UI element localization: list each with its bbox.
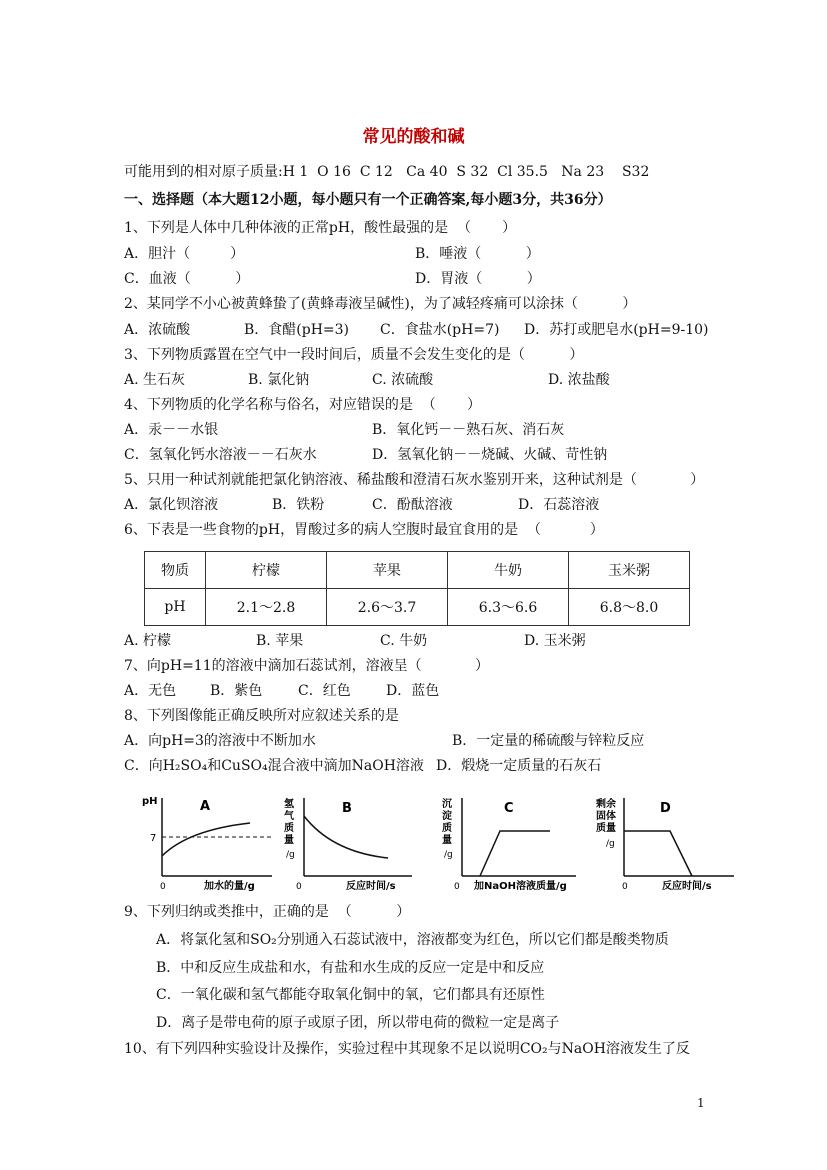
q3-option-b: B. 氯化钠: [248, 372, 310, 388]
graph-c-origin: 0: [454, 882, 460, 892]
table-cell: 2.1～2.8: [206, 589, 327, 626]
q1-option-d: D．胃液（ ）: [415, 271, 541, 287]
q5-option-d: D．石蕊溶液: [518, 497, 600, 513]
q3-stem: 3、下列物质露置在空气中一段时间后，质量不会发生变化的是（ ）: [124, 347, 584, 363]
table-cell: 玉米粥: [569, 552, 690, 589]
q6-option-c: C. 牛奶: [380, 633, 428, 649]
q6-option-b: B. 苹果: [256, 633, 304, 649]
graph-d-xlabel: 反应时间/s: [662, 881, 712, 892]
table-cell: pH: [145, 589, 206, 626]
q3-option-c: C. 浓硫酸: [372, 372, 434, 388]
q8-stem: 8、下列图像能正确反映所对应叙述关系的是: [124, 708, 399, 724]
graph-d-yunit: /g: [606, 839, 615, 849]
q2-option-b: B．食醋(pH=3): [244, 322, 350, 338]
page-number: 1: [697, 1096, 705, 1110]
graph-d-origin: 0: [622, 882, 628, 892]
q7-option-b: B．紫色: [210, 683, 263, 699]
q5-stem: 5、只用一种试剂就能把氯化钠溶液、稀盐酸和澄清石灰水鉴别开来，这种试剂是（ ）: [124, 472, 705, 488]
graph-c: [438, 790, 584, 896]
graph-d-ylabel: 固体: [596, 811, 616, 822]
graph-c-yunit: /g: [444, 850, 453, 860]
graph-d: [594, 790, 740, 896]
table-cell: 6.8～8.0: [569, 589, 690, 626]
q1-option-a: A．胆汁（ ）: [124, 246, 245, 262]
q7-option-a: A．无色: [124, 683, 177, 699]
graph-b-ylabel: 量: [284, 835, 294, 846]
table-row: [145, 589, 690, 626]
table-row: [145, 552, 690, 589]
q7-option-c: C．红色: [298, 683, 351, 699]
q8-option-c: C．向H₂SO₄和CuSO₄混合液中滴加NaOH溶液: [124, 758, 424, 774]
graph-d-ylabel: 剩余: [596, 799, 616, 810]
graph-b-ylabel: 气: [284, 811, 294, 822]
graph-a-xlabel: 加水的量/g: [204, 881, 255, 892]
q2-option-a: A．浓硫酸: [124, 322, 191, 338]
graph-d-letter: D: [660, 801, 671, 816]
graph-c-xlabel: 加NaOH溶液质量/g: [474, 881, 567, 892]
graph-c-ylabel: 淀: [442, 811, 452, 822]
q9-option-a: A．将氯化氢和SO₂分别通入石蕊试液中，溶液都变为红色，所以它们都是酸类物质: [156, 932, 669, 948]
q4-option-a: A．汞－－水银: [124, 422, 219, 438]
graph-a-letter: A: [200, 799, 211, 814]
q8-option-a: A．向pH=3的溶液中不断加水: [124, 733, 316, 749]
section-heading: 一、选择题（本大题12小题，每小题只有一个正确答案,每小题3分，共36分）: [124, 192, 612, 208]
q3-option-d: D. 浓盐酸: [548, 372, 610, 388]
q7-stem: 7、向pH=11的溶液中滴加石蕊试剂，溶液呈（ ）: [124, 658, 490, 674]
graph-d-ylabel: 质量: [596, 823, 616, 834]
q10-stem: 10、有下列四种实验设计及操作，实验过程中其现象不足以说明CO₂与NaOH溶液发生了反: [124, 1041, 690, 1057]
graph-b-letter: B: [342, 801, 352, 816]
q8-option-d: D．煅烧一定质量的石灰石: [436, 758, 602, 774]
q1-option-b: B．唾液（ ）: [415, 246, 540, 262]
q4-option-c: C．氢氧化钙水溶液－－石灰水: [124, 447, 317, 463]
ph-table: [144, 551, 690, 626]
table-cell: 物质: [145, 552, 206, 589]
graph-b-xlabel: 反应时间/s: [346, 881, 396, 892]
graph-a-ytick: 7: [150, 833, 157, 844]
q3-option-a: A. 生石灰: [124, 372, 186, 388]
q1-option-c: C．血液（ ）: [124, 271, 250, 287]
q9-option-b: B．中和反应生成盐和水，有盐和水生成的反应一定是中和反应: [156, 960, 545, 976]
table-cell: 2.6～3.7: [327, 589, 448, 626]
q4-option-b: B．氧化钙－－熟石灰、消石灰: [372, 422, 565, 438]
graph-b-ylabel: 质: [284, 823, 294, 834]
table-cell: 牛奶: [448, 552, 569, 589]
graph-a-ylabel: pH: [142, 796, 158, 807]
q2-option-c: C．食盐水(pH=7): [380, 322, 500, 338]
q2-option-d: D．苏打或肥皂水(pH=9-10): [524, 322, 709, 338]
q4-stem: 4、下列物质的化学名称与俗名，对应错误的是 （ ）: [124, 397, 481, 413]
q9-option-c: C．一氧化碳和氢气都能夺取氧化铜中的氧，它们都具有还原性: [156, 987, 545, 1003]
table-cell: 6.3～6.6: [448, 589, 569, 626]
q9-stem: 9、下列归纳或类推中，正确的是 （ ）: [124, 904, 411, 920]
atomic-masses: 可能用到的相对原子质量:H 1 O 16 C 12 Ca 40 S 32 Cl 35.5 Na 23 S32: [124, 164, 650, 180]
q9-option-d: D．离子是带电荷的原子或原子团，所以带电荷的微粒一定是离子: [156, 1015, 560, 1031]
q8-option-b: B．一定量的稀硫酸与锌粒反应: [452, 733, 645, 749]
table-cell: 柠檬: [206, 552, 327, 589]
q5-option-b: B．铁粉: [272, 497, 325, 513]
q5-option-c: C．酚酞溶液: [372, 497, 453, 513]
graph-c-letter: C: [504, 801, 514, 816]
graph-a-origin: 0: [160, 882, 166, 892]
graph-c-ylabel: 量: [442, 835, 452, 846]
graph-b: [282, 790, 422, 896]
q4-option-d: D．氢氧化钠－－烧碱、火碱、苛性钠: [372, 447, 608, 463]
q2-stem: 2、某同学不小心被黄蜂蛰了(黄蜂毒液呈碱性)，为了减轻疼痛可以涂抹（ ）: [124, 296, 637, 312]
q6-option-a: A. 柠檬: [124, 633, 172, 649]
q5-option-a: A．氯化钡溶液: [124, 497, 219, 513]
graph-b-ylabel: 氢: [284, 799, 294, 810]
graph-c-ylabel: 质: [442, 823, 452, 834]
q6-option-d: D. 玉米粥: [524, 633, 586, 649]
page-title: 常见的酸和碱: [362, 127, 465, 147]
q6-stem: 6、下表是一些食物的pH，胃酸过多的病人空腹时最宜食用的是 （ ）: [124, 522, 604, 538]
graph-c-ylabel: 沉: [442, 799, 452, 810]
q7-option-d: D．蓝色: [386, 683, 440, 699]
graph-b-yunit: /g: [286, 850, 295, 860]
graph-a: [138, 790, 278, 896]
table-cell: 苹果: [327, 552, 448, 589]
graph-b-origin: 0: [296, 882, 302, 892]
q1-stem: 1、下列是人体中几种体液的正常pH，酸性最强的是 （ ）: [124, 220, 517, 236]
